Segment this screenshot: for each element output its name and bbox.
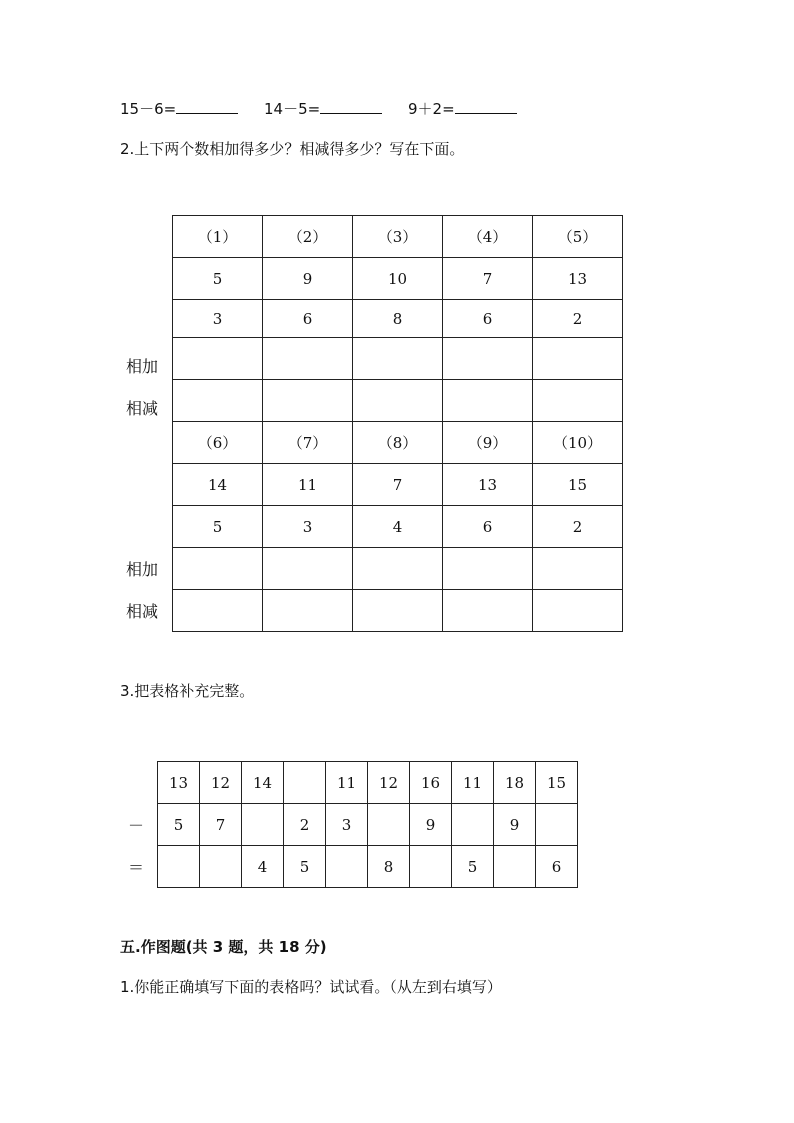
sum-answer-cell[interactable] [263,338,353,380]
difference-answer-cell[interactable] [353,380,443,422]
minus-label: － [128,816,145,835]
number-cell: 15 [533,464,623,506]
number-cell: 14 [173,464,263,506]
header-cell: （1） [173,216,263,258]
subtrahend-cell: 2 [284,804,326,846]
number-cell: 6 [443,300,533,338]
table-row [158,804,578,846]
difference-answer-cell[interactable] [443,590,533,632]
table-row [158,846,578,888]
difference-cell[interactable] [326,846,368,888]
equation-3: 9＋2= [408,100,455,118]
equation-2: 14－5= [264,100,321,118]
number-cell: 4 [353,506,443,548]
difference-answer-cell[interactable] [353,590,443,632]
minuend-cell: 16 [410,762,452,804]
subtrahend-cell[interactable] [242,804,284,846]
header-cell: （9） [443,422,533,464]
header-cell: （6） [173,422,263,464]
add-subtract-table [172,215,623,632]
difference-cell: 8 [368,846,410,888]
row-label-add: 相加 [126,560,159,579]
subtrahend-cell[interactable] [368,804,410,846]
number-cell: 3 [173,300,263,338]
table-row [173,548,623,590]
difference-cell: 6 [536,846,578,888]
number-cell: 10 [353,258,443,300]
sum-answer-cell[interactable] [263,548,353,590]
table-row [173,300,623,338]
number-cell: 13 [443,464,533,506]
difference-cell: 4 [242,846,284,888]
question-1-title: 1.你能正确填写下面的表格吗？试试看。（从左到右填写） [120,978,502,996]
number-cell: 8 [353,300,443,338]
sum-answer-cell[interactable] [443,338,533,380]
table-row [173,216,623,258]
sum-answer-cell[interactable] [443,548,533,590]
difference-cell[interactable] [410,846,452,888]
table-row [173,422,623,464]
sum-answer-cell[interactable] [533,338,623,380]
number-cell: 7 [353,464,443,506]
minuend-cell: 11 [326,762,368,804]
equals-label: ＝ [128,858,145,877]
number-cell: 13 [533,258,623,300]
minuend-cell: 12 [200,762,242,804]
table-row [173,380,623,422]
number-cell: 5 [173,506,263,548]
subtrahend-cell: 3 [326,804,368,846]
difference-answer-cell[interactable] [173,380,263,422]
table-row [173,258,623,300]
difference-cell: 5 [452,846,494,888]
number-cell: 9 [263,258,353,300]
difference-answer-cell[interactable] [173,590,263,632]
difference-answer-cell[interactable] [263,380,353,422]
difference-cell[interactable] [494,846,536,888]
difference-cell[interactable] [200,846,242,888]
answer-blank-3[interactable] [455,99,517,114]
subtrahend-cell[interactable] [536,804,578,846]
number-cell: 6 [263,300,353,338]
sum-answer-cell[interactable] [173,338,263,380]
difference-answer-cell[interactable] [263,590,353,632]
difference-answer-cell[interactable] [533,380,623,422]
equation-row [264,98,382,119]
header-cell: （3） [353,216,443,258]
question-3-title: 3.把表格补充完整。 [120,682,255,700]
minuend-cell: 11 [452,762,494,804]
subtrahend-cell: 9 [494,804,536,846]
subtrahend-cell[interactable] [452,804,494,846]
sum-answer-cell[interactable] [533,548,623,590]
number-cell: 3 [263,506,353,548]
number-cell: 6 [443,506,533,548]
subtrahend-cell: 5 [158,804,200,846]
number-cell: 2 [533,300,623,338]
equation-1: 15－6= [120,100,177,118]
equation-row [408,98,517,119]
table-row [173,464,623,506]
table-row [173,590,623,632]
table-row [173,338,623,380]
subtrahend-cell: 9 [410,804,452,846]
subtrahend-cell: 7 [200,804,242,846]
minuend-cell: 15 [536,762,578,804]
header-cell: （4） [443,216,533,258]
sum-answer-cell[interactable] [353,338,443,380]
minuend-cell: 14 [242,762,284,804]
header-cell: （8） [353,422,443,464]
number-cell: 7 [443,258,533,300]
sum-answer-cell[interactable] [173,548,263,590]
row-label-add: 相加 [126,357,159,376]
difference-answer-cell[interactable] [443,380,533,422]
row-label-sub: 相减 [126,602,159,621]
header-cell: （2） [263,216,353,258]
difference-cell: 5 [284,846,326,888]
answer-blank-2[interactable] [320,99,382,114]
table-row [173,506,623,548]
answer-blank-1[interactable] [176,99,238,114]
row-label-sub: 相减 [126,399,159,418]
minuend-cell: 18 [494,762,536,804]
header-cell: （10） [533,422,623,464]
number-cell: 2 [533,506,623,548]
number-cell: 5 [173,258,263,300]
minuend-cell[interactable] [284,762,326,804]
table-row [158,762,578,804]
difference-cell[interactable] [158,846,200,888]
header-cell: （7） [263,422,353,464]
sum-answer-cell[interactable] [353,548,443,590]
minuend-cell: 12 [368,762,410,804]
complete-table [157,761,578,888]
section-heading: 五.作图题(共 3 题，共 18 分) [120,938,327,956]
header-cell: （5） [533,216,623,258]
equation-row [120,98,238,119]
minuend-cell: 13 [158,762,200,804]
number-cell: 11 [263,464,353,506]
difference-answer-cell[interactable] [533,590,623,632]
question-2-title: 2.上下两个数相加得多少？相减得多少？写在下面。 [120,140,465,158]
